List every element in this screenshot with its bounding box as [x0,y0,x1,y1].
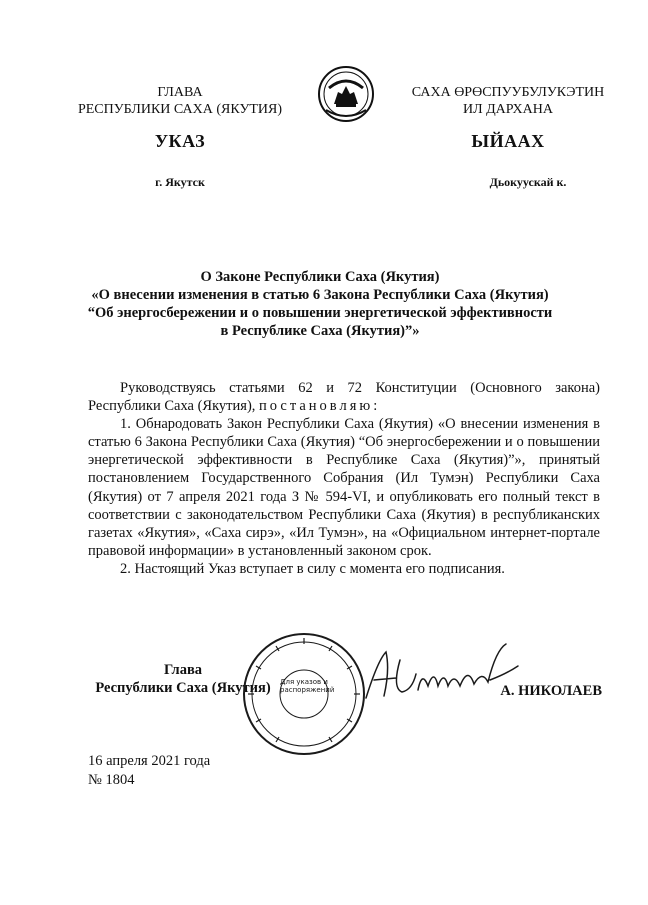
ukaz-title-ru: УКАЗ [154,131,206,151]
title-line1: О Законе Республики Саха (Якутия) [200,269,440,285]
header-left-line1: ГЛАВА [157,85,203,100]
item-2-paragraph: 2. Настоящий Указ вступает в силу с момента его подписания. [120,560,505,577]
yakutia-emblem-icon [312,64,380,124]
header-left [60,84,300,118]
header-right [388,84,628,118]
item-1-paragraph: 1. Обнародовать Закон Республики Саха (Якутия) «О внесении изменения в статью 6 Закона Республики Саха (Якутия) “Об энергосбережении и о повышении энергетической эффективности в Республике Саха (Якутия)”», принятый постановлением Государственного Собрания (Ил Тумэн) Республики Саха (Якутия) от 7 апреля 2021 года З № 594-VI, и опубликовать его полный текст в соответствии с законодательством Республики Саха (Якутия) в республиканских газетах «Якутия», «Саха сирэ», «Ил Тумэн», на «Официальном интернет-портале правовой информации» в установленный законом срок. [88,416,600,559]
header-right-line2: ИЛ ДАРХАНА [462,102,553,117]
document-date: 16 апреля 2021 года [88,753,211,769]
title-line2: «О внесении изменения в статью 6 Закона Республики Саха (Якутия) [91,287,549,303]
header-right-line1: САХА ӨРӨСПУУБУЛУКЭТИН [411,85,605,100]
document-body [88,379,600,578]
intro-paragraph [88,379,600,415]
document-number: № 1804 [88,772,135,788]
signatory-title-line1: Глава [163,662,203,678]
title-line4: в Республике Саха (Якутия)”» [220,323,420,339]
intro-text: Руководствуясь статьями 62 и 72 Конституции (Основного закона) Республики Саха (Якутия), [88,380,600,415]
official-seal-icon [240,630,368,758]
signatory-title-line2: Республики Саха (Якутия) [95,680,271,696]
decree-word: постановляю: [259,398,381,415]
document-title [70,268,570,340]
document-footer [88,752,210,790]
ukaz-title-sakha: ЫЙААХ [471,131,545,151]
header-left-line2: РЕСПУБЛИКИ САХА (ЯКУТИЯ) [77,102,283,117]
seal-center-text: Для указов и распоряжений [280,678,335,694]
city-ru: г. Якутск [155,175,205,189]
city-sakha: Дьокуускай к. [489,175,567,189]
signatory-name: А. НИКОЛАЕВ [500,683,602,699]
title-line3: “Об энергосбережении и о повышении энергетической эффективности [87,305,553,321]
